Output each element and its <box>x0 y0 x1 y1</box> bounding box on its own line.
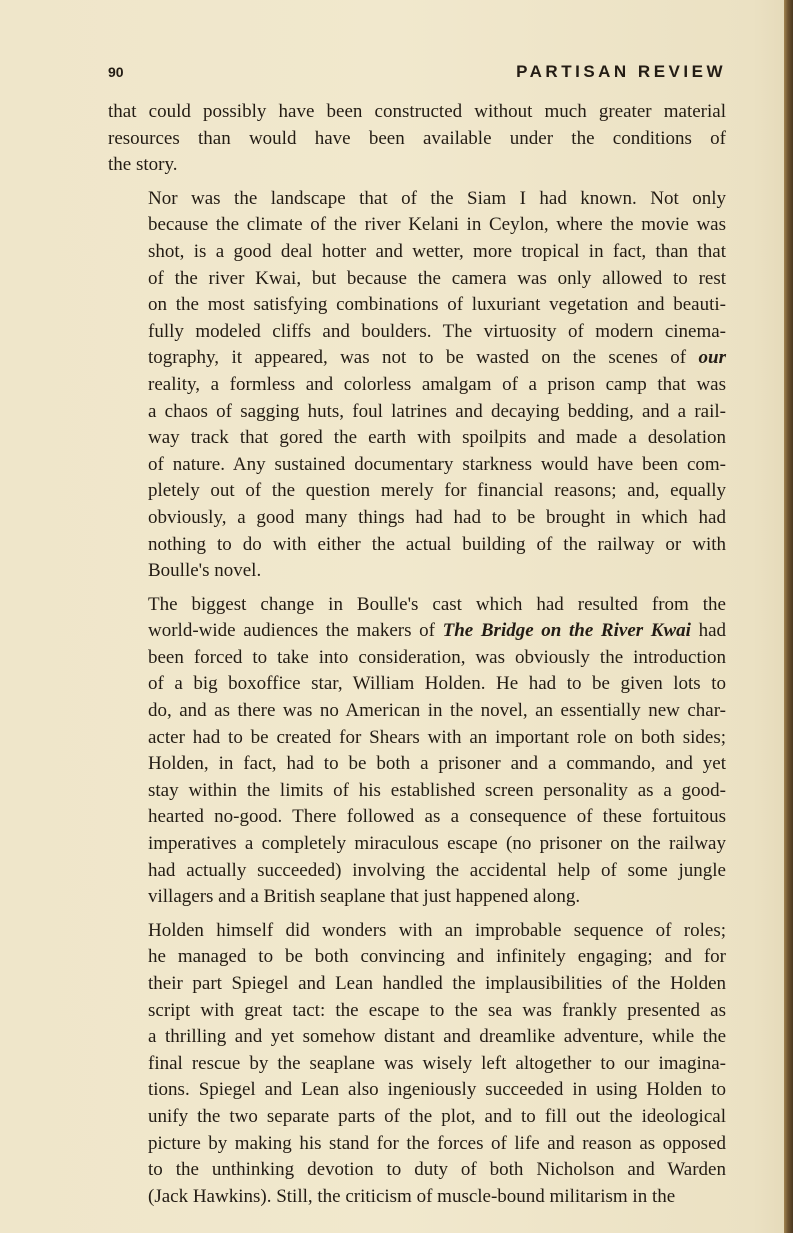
text-line: resources than would have been available under the conditions of <box>108 127 726 149</box>
body-text <box>108 99 726 1210</box>
text-line: do, and as there was no American in the novel, an essentially new char- <box>148 700 726 722</box>
page-number: 90 <box>108 64 124 80</box>
text-line: he managed to be both convincing and infinitely engaging; and for <box>148 946 726 968</box>
text-line: hearted no-good. There followed as a consequence of these fortuitous <box>148 806 726 828</box>
paragraph-p4 <box>108 918 726 1211</box>
paragraph-p3 <box>108 592 726 911</box>
text-line: a chaos of sagging huts, foul latrines and decaying bedding, and a rail- <box>148 400 726 422</box>
text-line: been forced to take into consideration, was obviously the introduction <box>148 646 726 668</box>
text-line: their part Spiegel and Lean handled the implausibilities of the Holden <box>148 973 726 994</box>
text-line: world-wide audiences the makers of The Bridge on the River Kwai had <box>148 620 726 642</box>
text-line: script with great tact: the escape to the sea was frankly presented as <box>148 999 726 1021</box>
text-line: tography, it appeared, was not to be wasted on the scenes of our <box>148 347 726 369</box>
page-header <box>108 62 726 86</box>
paragraph-gap <box>108 585 726 592</box>
text-line: shot, is a good deal hotter and wetter, more tropical in fact, than that <box>148 240 726 262</box>
text-line: had actually succeeded) involving the accidental help of some jungle <box>148 859 726 881</box>
text-line: fully modeled cliffs and boulders. The virtuosity of modern cinema- <box>148 320 726 342</box>
text-line: nothing to do with either the actual building of the railway or with <box>148 533 726 555</box>
paragraph-gap <box>108 179 726 186</box>
text-line: unify the two separate parts of the plot, and to fill out the ideological <box>148 1105 726 1127</box>
text-line: Boulle's novel. <box>148 560 262 582</box>
text-line: picture by making his stand for the forces of life and reason as opposed <box>148 1132 726 1154</box>
text-line: of nature. Any sustained documentary starkness would have been com- <box>148 453 726 475</box>
text-line: final rescue by the seaplane was wisely left altogether to our imagina- <box>148 1052 726 1074</box>
paragraph-p1 <box>108 99 726 179</box>
text-line: to the unthinking devotion to duty of both Nicholson and Warden <box>148 1159 726 1181</box>
text-line: pletely out of the question merely for financial reasons; and, equally <box>148 480 726 502</box>
text-line: because the climate of the river Kelani in Ceylon, where the movie was <box>148 214 726 236</box>
page-binding-edge <box>784 0 793 1233</box>
text-line: Holden, in fact, had to be both a prisoner and a commando, and yet <box>148 753 726 775</box>
text-line: villagers and a British seaplane that just happened along. <box>148 886 581 908</box>
text-line: acter had to be created for Shears with an important role on both sides; <box>148 726 726 748</box>
text-line: of the river Kwai, but because the camera was only allowed to rest <box>148 267 726 289</box>
text-line: tions. Spiegel and Lean also ingeniously succeeded in using Holden to <box>148 1079 726 1101</box>
text-line: (Jack Hawkins). Still, the criticism of muscle-bound militarism in the <box>148 1185 676 1207</box>
text-line: of a big boxoffice star, William Holden. He had to be given lots to <box>148 673 726 695</box>
text-line: way track that gored the earth with spoilpits and made a desolation <box>148 427 726 449</box>
text-line: stay within the limits of his established screen personality as a good- <box>148 779 726 801</box>
text-line: that could possibly have been constructed without much greater material <box>108 101 726 122</box>
paragraph-gap <box>108 911 726 918</box>
text-line: Holden himself did wonders with an improbable sequence of roles; <box>148 919 726 941</box>
running-head: PARTISAN REVIEW <box>516 62 726 81</box>
film-title: The Bridge on the River Kwai <box>442 620 691 642</box>
text-line: the story. <box>108 154 178 176</box>
text-line: reality, a formless and colorless amalgam of a prison camp that was <box>148 373 726 395</box>
text-line: obviously, a good many things had had to be brought in which had <box>148 506 726 528</box>
text-line: Nor was the landscape that of the Siam I had known. Not only <box>148 187 726 209</box>
emphasis-our: our <box>698 347 726 369</box>
text-line: The biggest change in Boulle's cast which had resulted from the <box>148 593 726 615</box>
text-line: on the most satisfying combinations of luxuriant vegetation and beauti- <box>148 294 726 316</box>
paragraph-p2 <box>108 186 726 585</box>
text-line: a thrilling and yet somehow distant and dreamlike adventure, while the <box>148 1026 726 1048</box>
text-line: imperatives a completely miraculous escape (no prisoner on the railway <box>148 833 726 855</box>
